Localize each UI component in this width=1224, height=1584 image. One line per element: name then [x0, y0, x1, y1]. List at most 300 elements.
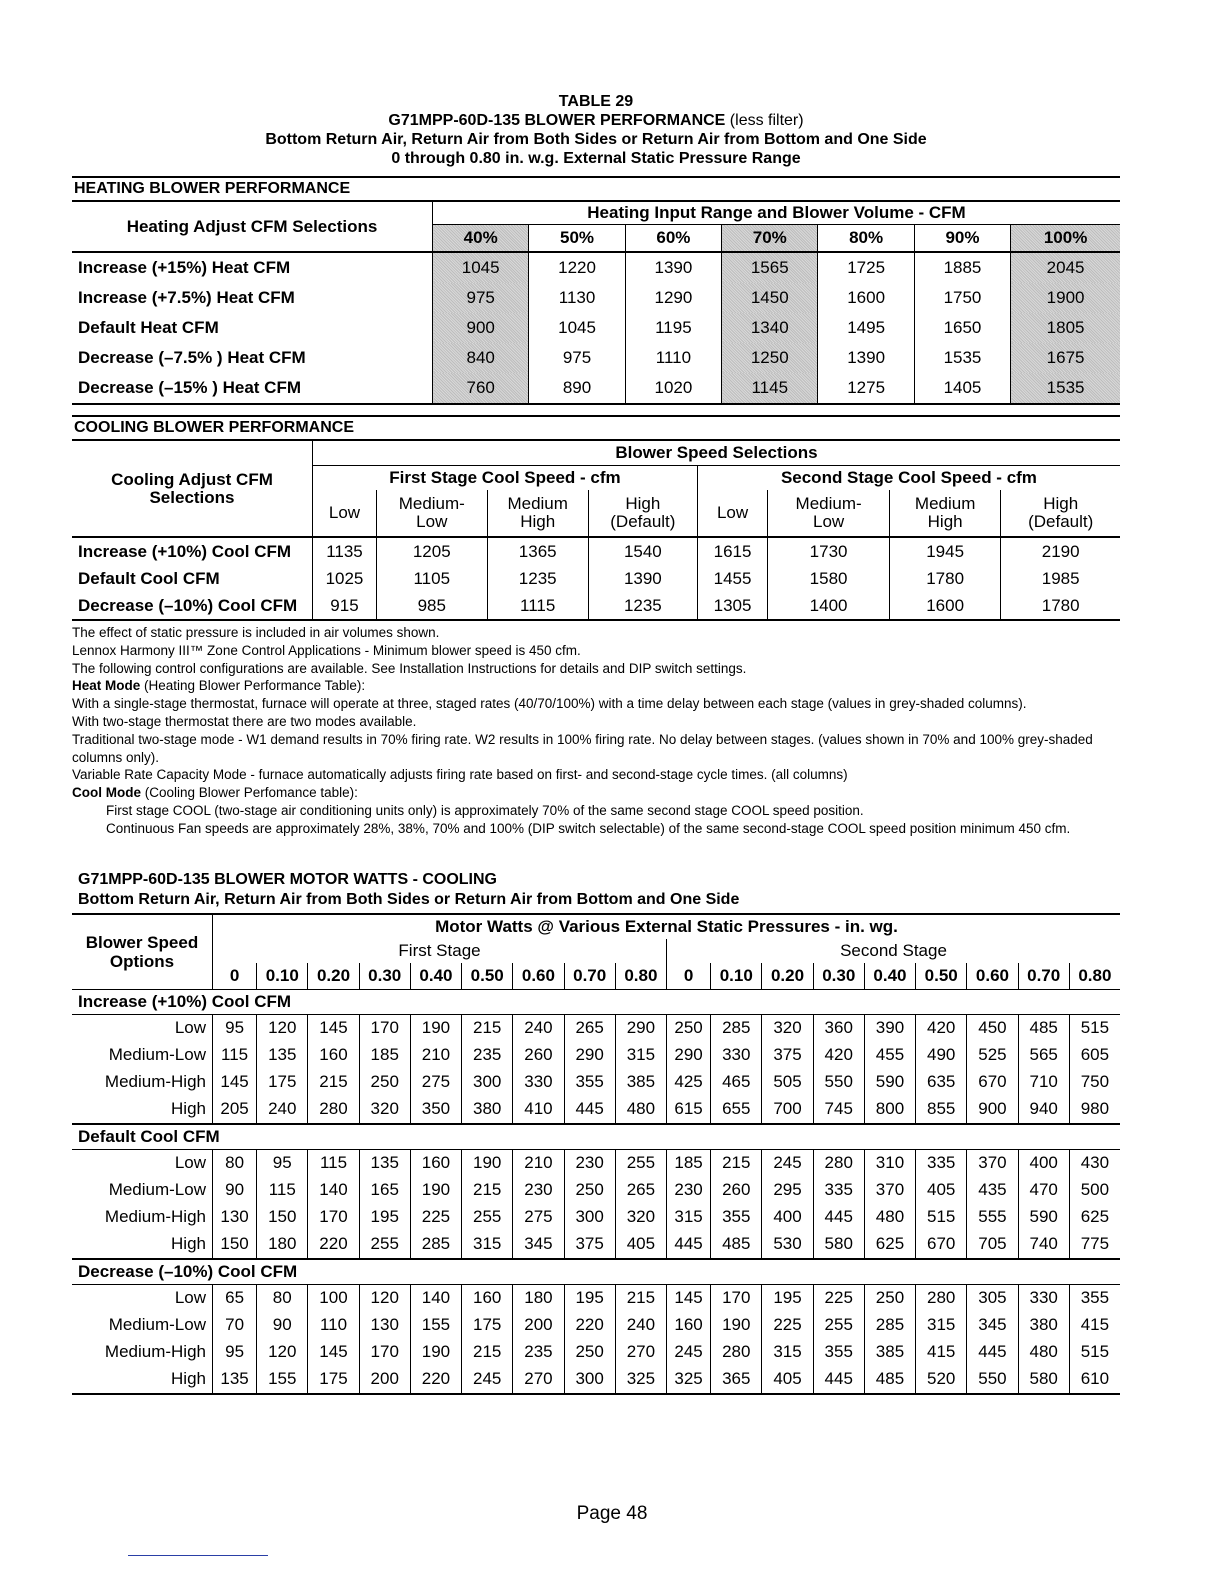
- watts-cell: 515: [1069, 1339, 1120, 1366]
- heating-cell: 1750: [914, 283, 1010, 313]
- watts-cell: 120: [359, 1284, 410, 1312]
- watts-cell: 315: [462, 1231, 513, 1259]
- watts-cell: 155: [257, 1366, 308, 1394]
- watts-cell: 335: [916, 1149, 967, 1177]
- cooling-second-stage-header: Second Stage Cool Speed - cfm: [697, 466, 1120, 491]
- footer-rule: [128, 1555, 268, 1556]
- watts-cell: 290: [615, 1014, 666, 1042]
- watts-row: [72, 1312, 1120, 1339]
- cooling-cell: 1115: [487, 592, 588, 620]
- watts-pressure-header: 0.10: [257, 963, 308, 990]
- note-variable-rate: Variable Rate Capacity Mode - furnace automatically adjusts firing rate based on first- and second-stage cycle times. (all columns): [72, 767, 848, 783]
- watts-cell: 415: [1069, 1312, 1120, 1339]
- watts-title: G71MPP-60D-135 BLOWER MOTOR WATTS - COOLING: [78, 870, 497, 888]
- cooling-cell: 1365: [487, 537, 588, 565]
- watts-cell: 330: [711, 1042, 762, 1069]
- watts-row: [72, 1284, 1120, 1312]
- watts-cell: 250: [564, 1177, 615, 1204]
- watts-row: [72, 1014, 1120, 1042]
- note-configurations: The following control configurations are available. See Installation Instructions for details and DIP switch settings.: [72, 660, 747, 676]
- watts-cell: 80: [213, 1149, 257, 1177]
- watts-cell: 170: [359, 1339, 410, 1366]
- watts-cell: 215: [462, 1339, 513, 1366]
- watts-cell: 565: [1018, 1042, 1069, 1069]
- heating-cell: 1390: [625, 252, 721, 283]
- cooling-row-label: Decrease (–10%) Cool CFM: [72, 592, 313, 620]
- model-title-line: [72, 111, 1120, 130]
- watts-cell: 350: [410, 1096, 461, 1124]
- heating-col-header: 100%: [1011, 225, 1120, 253]
- heating-row-label: Increase (+15%) Heat CFM: [78, 258, 291, 277]
- watts-cell: 480: [864, 1204, 915, 1231]
- watts-cell: 115: [308, 1149, 359, 1177]
- heating-group-header: Heating Input Range and Blower Volume - CFM: [433, 202, 1121, 225]
- watts-row-label: Medium-High: [104, 1342, 206, 1362]
- heating-cell: 1340: [722, 313, 818, 343]
- heating-cell: 1650: [914, 313, 1010, 343]
- heating-cell: 1900: [1011, 283, 1120, 313]
- watts-cell: 275: [513, 1204, 564, 1231]
- page-number: Page 48: [576, 1503, 648, 1524]
- watts-cell: 190: [410, 1339, 461, 1366]
- watts-cell: 170: [359, 1014, 410, 1042]
- cooling-row: [72, 592, 1120, 620]
- cooling-speed-header: [588, 490, 697, 537]
- watts-cell: 285: [410, 1231, 461, 1259]
- watts-row-label: Medium-High: [104, 1072, 206, 1092]
- cooling-cell: 1205: [376, 537, 487, 565]
- watts-cell: 205: [213, 1096, 257, 1124]
- watts-row-label: High: [72, 1096, 213, 1124]
- heating-row: [72, 343, 1120, 373]
- watts-cell: 405: [615, 1231, 666, 1259]
- watts-second-stage-label: Second Stage: [840, 940, 947, 960]
- watts-cell: 90: [213, 1177, 257, 1204]
- watts-cell: 185: [667, 1149, 711, 1177]
- watts-cell: 500: [1069, 1177, 1120, 1204]
- watts-cell: 290: [564, 1042, 615, 1069]
- table-title-block: [72, 92, 1120, 168]
- heating-cell: 975: [433, 283, 529, 313]
- heating-row-label: Decrease (–7.5% ) Heat CFM: [78, 348, 306, 367]
- watts-table: [72, 913, 1120, 1395]
- watts-cell: 215: [462, 1014, 513, 1042]
- watts-row: [72, 1069, 1120, 1096]
- cooling-row-label: Default Cool CFM: [78, 568, 220, 588]
- watts-cell: 420: [813, 1042, 864, 1069]
- watts-cell: 95: [213, 1014, 257, 1042]
- watts-cell: 175: [257, 1069, 308, 1096]
- watts-row: [72, 1366, 1120, 1394]
- watts-cell: 140: [308, 1177, 359, 1204]
- cooling-speed-header: [1001, 490, 1120, 537]
- heating-cell: 1045: [529, 313, 625, 343]
- watts-pressure-header: 0: [667, 963, 711, 990]
- watts-cell: 135: [359, 1149, 410, 1177]
- watts-cell: 375: [762, 1042, 813, 1069]
- watts-cell: 590: [1018, 1204, 1069, 1231]
- heating-cell: 1130: [529, 283, 625, 313]
- watts-cell: 285: [711, 1014, 762, 1042]
- heating-cell: 1450: [722, 283, 818, 313]
- watts-pressure-header: 0.70: [1018, 963, 1069, 990]
- watts-cell: 490: [916, 1042, 967, 1069]
- heating-cell: 1885: [914, 252, 1010, 283]
- cooling-cell: 1780: [889, 565, 1000, 592]
- heating-row: [72, 313, 1120, 343]
- watts-cell: 95: [213, 1339, 257, 1366]
- watts-cell: 310: [864, 1149, 915, 1177]
- note-harmony: Lennox Harmony III™ Zone Control Applications - Minimum blower speed is 450 cfm.: [72, 642, 581, 658]
- watts-cell: 260: [513, 1042, 564, 1069]
- watts-cell: 300: [564, 1204, 615, 1231]
- watts-cell: 320: [359, 1096, 410, 1124]
- watts-cell: 610: [1069, 1366, 1120, 1394]
- watts-cell: 445: [813, 1366, 864, 1394]
- watts-cell: 320: [762, 1014, 813, 1042]
- watts-cell: 65: [213, 1284, 257, 1312]
- watts-cell: 280: [711, 1339, 762, 1366]
- watts-cell: 235: [513, 1339, 564, 1366]
- watts-cell: 185: [359, 1042, 410, 1069]
- watts-cell: 175: [462, 1312, 513, 1339]
- table-number: TABLE 29: [558, 93, 634, 110]
- watts-row-header: Blower Speed Options: [72, 914, 213, 990]
- notes-block: [72, 624, 1120, 838]
- watts-cell: 190: [462, 1149, 513, 1177]
- watts-cell: 740: [1018, 1231, 1069, 1259]
- heating-col-header: 90%: [914, 225, 1010, 253]
- watts-cell: 465: [711, 1069, 762, 1096]
- watts-cell: 180: [513, 1284, 564, 1312]
- watts-cell: 215: [615, 1284, 666, 1312]
- model-suffix: (less filter): [725, 112, 804, 129]
- cooling-cell: 985: [376, 592, 487, 620]
- cooling-speed-line: Low: [328, 503, 361, 522]
- watts-pressure-header: 0.30: [359, 963, 410, 990]
- watts-pressure-header: 0.40: [410, 963, 461, 990]
- heating-cell: 890: [529, 373, 625, 404]
- pressure-range-line: 0 through 0.80 in. w.g. External Static Pressure Range: [391, 150, 801, 167]
- watts-group-label: Default Cool CFM: [72, 1124, 1120, 1150]
- cooling-section-title: COOLING BLOWER PERFORMANCE: [72, 415, 1120, 441]
- watts-group-header: Motor Watts @ Various External Static Pressures - in. wg.: [213, 914, 1121, 939]
- watts-cell: 225: [762, 1312, 813, 1339]
- watts-cell: 485: [1018, 1014, 1069, 1042]
- cooling-cell: 1730: [768, 537, 890, 565]
- watts-cell: 940: [1018, 1096, 1069, 1124]
- watts-cell: 300: [564, 1366, 615, 1394]
- watts-cell: 400: [1018, 1149, 1069, 1177]
- watts-cell: 135: [213, 1366, 257, 1394]
- watts-cell: 315: [762, 1339, 813, 1366]
- watts-cell: 435: [967, 1177, 1018, 1204]
- note-heat-mode: [72, 677, 1120, 695]
- watts-group-row: [72, 989, 1120, 1014]
- watts-row: [72, 1204, 1120, 1231]
- watts-cell: 175: [308, 1366, 359, 1394]
- watts-cell: 615: [667, 1096, 711, 1124]
- watts-cell: 115: [257, 1177, 308, 1204]
- watts-cell: 800: [864, 1096, 915, 1124]
- watts-cell: 635: [916, 1069, 967, 1096]
- watts-cell: 160: [462, 1284, 513, 1312]
- cooling-cell: 1580: [768, 565, 890, 592]
- cooling-cell: 1400: [768, 592, 890, 620]
- cooling-cell: 1780: [1001, 592, 1120, 620]
- watts-cell: 245: [667, 1339, 711, 1366]
- watts-row: [72, 1149, 1120, 1177]
- watts-cell: 480: [1018, 1339, 1069, 1366]
- watts-cell: 145: [667, 1284, 711, 1312]
- watts-cell: 380: [462, 1096, 513, 1124]
- watts-cell: 250: [359, 1069, 410, 1096]
- watts-cell: 130: [359, 1312, 410, 1339]
- watts-cell: 365: [711, 1366, 762, 1394]
- watts-cell: 750: [1069, 1069, 1120, 1096]
- heating-col-header: 60%: [625, 225, 721, 253]
- watts-cell: 705: [967, 1231, 1018, 1259]
- watts-cell: 190: [711, 1312, 762, 1339]
- heating-cell: 1725: [818, 252, 914, 283]
- heating-col-header: 50%: [529, 225, 625, 253]
- watts-row-label: Medium-Low: [108, 1315, 206, 1335]
- watts-cell: 385: [864, 1339, 915, 1366]
- cooling-row: [72, 565, 1120, 592]
- watts-cell: 980: [1069, 1096, 1120, 1124]
- cooling-cell: 1615: [697, 537, 767, 565]
- watts-row: [72, 1042, 1120, 1069]
- watts-row-label: Medium-Low: [108, 1180, 206, 1200]
- watts-cell: 140: [410, 1284, 461, 1312]
- watts-cell: 655: [711, 1096, 762, 1124]
- watts-cell: 295: [762, 1177, 813, 1204]
- watts-pressure-header: 0.80: [1069, 963, 1120, 990]
- watts-pressure-header: 0.60: [513, 963, 564, 990]
- watts-cell: 400: [762, 1204, 813, 1231]
- heating-cell: 1600: [818, 283, 914, 313]
- watts-cell: 345: [513, 1231, 564, 1259]
- watts-cell: 355: [813, 1339, 864, 1366]
- watts-cell: 210: [410, 1042, 461, 1069]
- watts-cell: 220: [410, 1366, 461, 1394]
- cooling-cell: 1305: [697, 592, 767, 620]
- note-traditional-mode: Traditional two-stage mode - W1 demand results in 70% firing rate. W2 results in 100% firing rate. No delay between stages. (values shown in 70% and 100% grey-shaded columns only).: [72, 731, 1093, 765]
- heat-mode-text: (Heating Blower Performance Table):: [140, 678, 366, 694]
- watts-cell: 530: [762, 1231, 813, 1259]
- watts-cell: 80: [257, 1284, 308, 1312]
- watts-pressure-header: 0.50: [916, 963, 967, 990]
- watts-cell: 330: [1018, 1284, 1069, 1312]
- watts-cell: 700: [762, 1096, 813, 1124]
- cooling-speed-line: Medium-: [795, 494, 862, 513]
- watts-cell: 425: [667, 1069, 711, 1096]
- watts-cell: 415: [916, 1339, 967, 1366]
- watts-cell: 670: [916, 1231, 967, 1259]
- watts-cell: 160: [308, 1042, 359, 1069]
- watts-pressure-header: 0.30: [813, 963, 864, 990]
- heating-cell: 2045: [1011, 252, 1120, 283]
- watts-group-label: Decrease (–10%) Cool CFM: [72, 1259, 1120, 1285]
- watts-cell: 550: [967, 1366, 1018, 1394]
- cooling-cell: 1235: [487, 565, 588, 592]
- heating-row: [72, 252, 1120, 283]
- cooling-first-stage-header: First Stage Cool Speed - cfm: [313, 466, 698, 491]
- watts-cell: 520: [916, 1366, 967, 1394]
- watts-cell: 165: [359, 1177, 410, 1204]
- watts-cell: 360: [813, 1014, 864, 1042]
- watts-cell: 255: [359, 1231, 410, 1259]
- watts-cell: 135: [257, 1042, 308, 1069]
- watts-cell: 285: [864, 1312, 915, 1339]
- watts-cell: 505: [762, 1069, 813, 1096]
- watts-row-label: Low: [174, 1288, 206, 1308]
- watts-cell: 250: [667, 1014, 711, 1042]
- cooling-speed-header: [889, 490, 1000, 537]
- watts-cell: 315: [916, 1312, 967, 1339]
- watts-cell: 220: [564, 1312, 615, 1339]
- watts-cell: 155: [410, 1312, 461, 1339]
- heating-cell: 1805: [1011, 313, 1120, 343]
- note-continuous-fan: Continuous Fan speeds are approximately 28%, 38%, 70% and 100% (DIP switch selectable) of the same second-stage COOL speed position minimum 450 cfm.: [106, 820, 1071, 836]
- heating-cell: 840: [433, 343, 529, 373]
- watts-group-row: [72, 1124, 1120, 1150]
- watts-cell: 485: [711, 1231, 762, 1259]
- watts-cell: 385: [615, 1069, 666, 1096]
- watts-cell: 300: [462, 1069, 513, 1096]
- heating-row-label: Decrease (–15% ) Heat CFM: [72, 373, 433, 404]
- watts-cell: 200: [359, 1366, 410, 1394]
- watts-cell: 115: [213, 1042, 257, 1069]
- heating-section-title: HEATING BLOWER PERFORMANCE: [72, 176, 1120, 202]
- heating-cell: 1275: [818, 373, 914, 404]
- cooling-speed-line: Medium: [914, 494, 976, 513]
- watts-row-label: Medium-High: [104, 1207, 206, 1227]
- heating-row-label: Default Heat CFM: [78, 318, 219, 337]
- watts-cell: 515: [1069, 1014, 1120, 1042]
- watts-cell: 625: [864, 1231, 915, 1259]
- watts-cell: 445: [967, 1339, 1018, 1366]
- watts-cell: 110: [308, 1312, 359, 1339]
- watts-cell: 120: [257, 1014, 308, 1042]
- watts-cell: 775: [1069, 1231, 1120, 1259]
- watts-cell: 515: [916, 1204, 967, 1231]
- watts-cell: 410: [513, 1096, 564, 1124]
- watts-cell: 280: [916, 1284, 967, 1312]
- watts-cell: 370: [967, 1149, 1018, 1177]
- heating-cell: 1290: [625, 283, 721, 313]
- cooling-speed-line: (Default): [1028, 512, 1094, 531]
- cooling-speed-line: (Default): [610, 512, 676, 531]
- watts-cell: 260: [711, 1177, 762, 1204]
- heating-cell: 1565: [722, 252, 818, 283]
- watts-cell: 280: [813, 1149, 864, 1177]
- watts-cell: 315: [667, 1204, 711, 1231]
- cooling-cell: 1390: [588, 565, 697, 592]
- heat-mode-label: Heat Mode: [72, 678, 141, 694]
- watts-cell: 245: [762, 1149, 813, 1177]
- watts-cell: 430: [1069, 1149, 1120, 1177]
- cooling-speed-header: [487, 490, 588, 537]
- cooling-speed-line: Medium: [507, 494, 568, 513]
- heating-cell: 1535: [1011, 373, 1120, 404]
- heating-cell: 1675: [1011, 343, 1120, 373]
- watts-cell: 275: [410, 1069, 461, 1096]
- watts-row: [72, 1096, 1120, 1124]
- watts-cell: 170: [711, 1284, 762, 1312]
- watts-row-label: Medium-Low: [108, 1045, 206, 1065]
- watts-cell: 150: [257, 1204, 308, 1231]
- cooling-cell: 915: [313, 592, 377, 620]
- watts-cell: 120: [257, 1339, 308, 1366]
- watts-cell: 90: [257, 1312, 308, 1339]
- heating-cell: 1390: [818, 343, 914, 373]
- watts-cell: 70: [213, 1312, 257, 1339]
- model-title: G71MPP-60D-135 BLOWER PERFORMANCE: [388, 112, 726, 129]
- watts-cell: 95: [257, 1149, 308, 1177]
- watts-pressure-header: 0.70: [564, 963, 615, 990]
- heating-row-header: Heating Adjust CFM Selections: [72, 202, 433, 252]
- cooling-cell: 1235: [588, 592, 697, 620]
- heating-cell: 1020: [625, 373, 721, 404]
- watts-cell: 130: [213, 1204, 257, 1231]
- watts-cell: 160: [410, 1149, 461, 1177]
- watts-cell: 255: [813, 1312, 864, 1339]
- watts-cell: 355: [1069, 1284, 1120, 1312]
- watts-cell: 455: [864, 1042, 915, 1069]
- cool-mode-text: (Cooling Blower Perfomance table):: [141, 785, 358, 801]
- watts-cell: 195: [564, 1284, 615, 1312]
- watts-cell: 555: [967, 1204, 1018, 1231]
- watts-row-label: Low: [174, 1153, 206, 1173]
- watts-cell: 900: [967, 1096, 1018, 1124]
- watts-cell: 325: [667, 1366, 711, 1394]
- cooling-cell: 2190: [1001, 537, 1120, 565]
- cooling-speed-line: Low: [416, 512, 448, 531]
- watts-cell: 145: [308, 1339, 359, 1366]
- watts-cell: 240: [615, 1312, 666, 1339]
- cooling-cell: 1540: [588, 537, 697, 565]
- watts-pressure-header: 0.20: [762, 963, 813, 990]
- watts-row-label: High: [72, 1366, 213, 1394]
- watts-cell: 320: [615, 1204, 666, 1231]
- heating-cell: 900: [433, 313, 529, 343]
- heating-cell: 1110: [625, 343, 721, 373]
- watts-cell: 355: [564, 1069, 615, 1096]
- cooling-cell: 1135: [313, 537, 377, 565]
- heating-cell: 1145: [722, 373, 818, 404]
- watts-cell: 230: [513, 1177, 564, 1204]
- cooling-cell: 1105: [376, 565, 487, 592]
- cooling-speed-line: High: [927, 512, 963, 531]
- heating-table: [72, 202, 1120, 405]
- watts-cell: 330: [513, 1069, 564, 1096]
- cooling-speed-header: [376, 490, 487, 537]
- cooling-speed-header: [313, 490, 377, 537]
- cooling-speed-line: Low: [716, 503, 749, 522]
- cooling-cell: 1985: [1001, 565, 1120, 592]
- cooling-group-header: Blower Speed Selections: [313, 441, 1121, 466]
- watts-cell: 480: [615, 1096, 666, 1124]
- watts-cell: 625: [1069, 1204, 1120, 1231]
- watts-cell: 580: [813, 1231, 864, 1259]
- cooling-cell: 1600: [889, 592, 1000, 620]
- heating-row: [72, 283, 1120, 313]
- watts-cell: 245: [462, 1366, 513, 1394]
- watts-cell: 240: [257, 1096, 308, 1124]
- return-air-line: Bottom Return Air, Return Air from Both Sides or Return Air from Bottom and One Side: [265, 131, 927, 148]
- watts-cell: 145: [213, 1069, 257, 1096]
